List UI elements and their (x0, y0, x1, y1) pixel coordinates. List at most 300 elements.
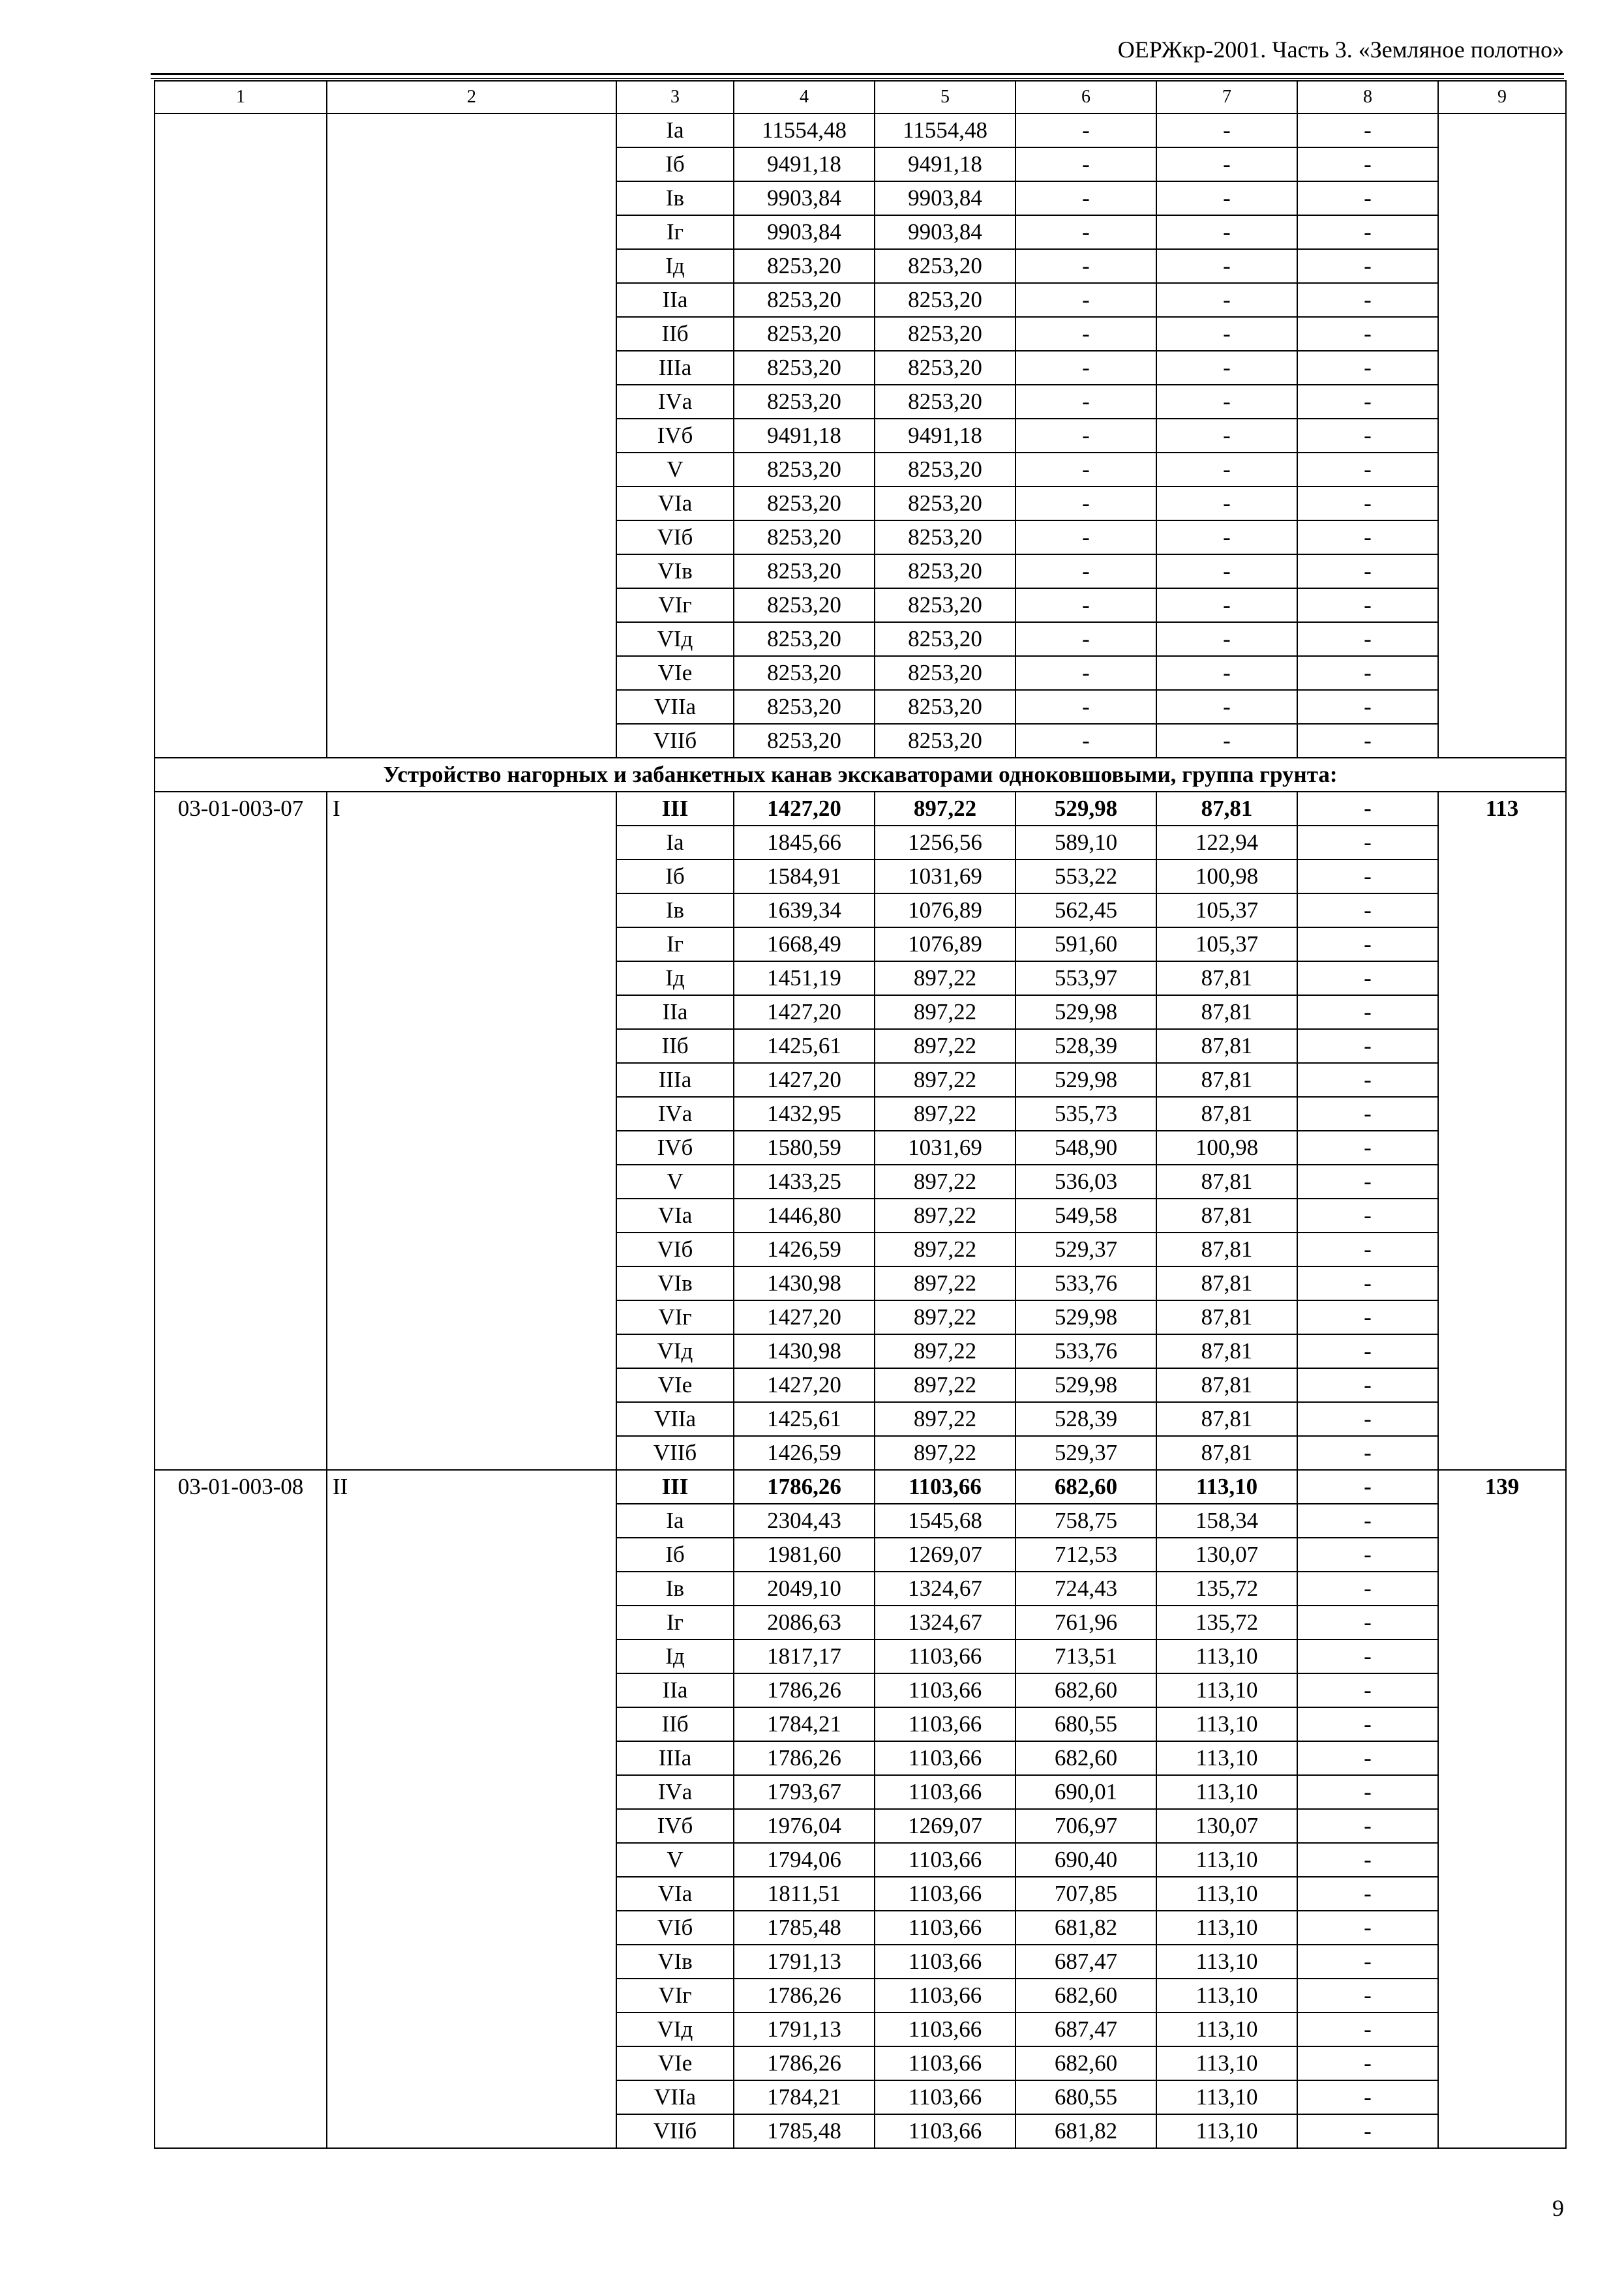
total-cost-cell: 1786,26 (734, 1470, 875, 1504)
soil-subgroup-cell: VIIб (616, 724, 734, 758)
total-cost-cell: 9903,84 (734, 215, 875, 249)
wages-cell: 1103,66 (875, 2114, 1015, 2148)
materials-cell: - (1297, 690, 1438, 724)
driver-wages-cell: 105,37 (1156, 927, 1297, 961)
machine-cost-cell: 549,58 (1015, 1199, 1156, 1233)
column-number: 3 (616, 81, 734, 113)
driver-wages-cell: 158,34 (1156, 1504, 1297, 1538)
driver-wages-cell: 87,81 (1156, 1097, 1297, 1131)
soil-subgroup-cell: IVб (616, 419, 734, 453)
driver-wages-cell: 87,81 (1156, 1029, 1297, 1063)
driver-wages-cell: - (1156, 453, 1297, 486)
machine-cost-cell: 680,55 (1015, 2080, 1156, 2114)
wages-cell: 8253,20 (875, 724, 1015, 758)
soil-subgroup-cell: IIб (616, 317, 734, 351)
machine-cost-cell: 687,47 (1015, 2012, 1156, 2046)
total-cost-cell: 8253,20 (734, 588, 875, 622)
wages-cell: 8253,20 (875, 554, 1015, 588)
wages-cell: 897,22 (875, 792, 1015, 826)
total-cost-cell: 1791,13 (734, 2012, 875, 2046)
total-cost-cell: 8253,20 (734, 453, 875, 486)
materials-cell: - (1297, 1673, 1438, 1707)
driver-wages-cell: - (1156, 622, 1297, 656)
total-cost-cell: 1786,26 (734, 1673, 875, 1707)
machine-cost-cell: 690,01 (1015, 1775, 1156, 1809)
wages-cell: 897,22 (875, 1165, 1015, 1199)
wages-cell: 8253,20 (875, 622, 1015, 656)
wages-cell: 897,22 (875, 995, 1015, 1029)
wages-cell: 11554,48 (875, 113, 1015, 147)
wages-cell: 1103,66 (875, 1979, 1015, 2012)
group-cell (327, 113, 616, 758)
total-cost-cell: 8253,20 (734, 351, 875, 385)
soil-subgroup-cell: VIIб (616, 1436, 734, 1470)
machine-cost-cell: - (1015, 419, 1156, 453)
driver-wages-cell: 100,98 (1156, 1131, 1297, 1165)
soil-subgroup-cell: Iг (616, 927, 734, 961)
total-cost-cell: 8253,20 (734, 554, 875, 588)
wages-cell: 1256,56 (875, 826, 1015, 860)
wages-cell: 8253,20 (875, 656, 1015, 690)
code-cell (155, 113, 327, 758)
driver-wages-cell: - (1156, 215, 1297, 249)
soil-subgroup-cell: Iв (616, 1572, 734, 1606)
machine-cost-cell: 591,60 (1015, 927, 1156, 961)
wages-cell: 897,22 (875, 1233, 1015, 1266)
wages-cell: 1103,66 (875, 1945, 1015, 1979)
materials-cell: - (1297, 1334, 1438, 1368)
driver-wages-cell: - (1156, 385, 1297, 419)
total-cost-cell: 1432,95 (734, 1097, 875, 1131)
driver-wages-cell: - (1156, 520, 1297, 554)
soil-subgroup-cell: VIг (616, 1979, 734, 2012)
table-row (155, 1470, 1566, 1504)
driver-wages-cell: 105,37 (1156, 893, 1297, 927)
machine-cost-cell: 548,90 (1015, 1131, 1156, 1165)
soil-subgroup-cell: VIIб (616, 2114, 734, 2148)
driver-wages-cell: 87,81 (1156, 995, 1297, 1029)
materials-cell: - (1297, 1470, 1438, 1504)
wages-cell: 1103,66 (875, 1877, 1015, 1911)
table-row (155, 113, 1566, 147)
wages-cell: 897,22 (875, 1266, 1015, 1300)
driver-wages-cell: 87,81 (1156, 1368, 1297, 1402)
wages-cell: 9903,84 (875, 215, 1015, 249)
machine-cost-cell: 680,55 (1015, 1707, 1156, 1741)
page-number: 9 (1552, 2195, 1564, 2221)
machine-cost-cell: 681,82 (1015, 1911, 1156, 1945)
total-cost-cell: 8253,20 (734, 249, 875, 283)
machine-cost-cell: 761,96 (1015, 1606, 1156, 1639)
total-cost-cell: 1451,19 (734, 961, 875, 995)
machine-cost-cell: - (1015, 486, 1156, 520)
machine-cost-cell: - (1015, 453, 1156, 486)
soil-subgroup-cell: IVа (616, 1775, 734, 1809)
driver-wages-cell: 113,10 (1156, 1945, 1297, 1979)
driver-wages-cell: - (1156, 147, 1297, 181)
wages-cell: 1103,66 (875, 2080, 1015, 2114)
driver-wages-cell: 135,72 (1156, 1572, 1297, 1606)
machine-cost-cell: - (1015, 656, 1156, 690)
soil-subgroup-cell: Iб (616, 860, 734, 893)
soil-subgroup-cell: VIIа (616, 690, 734, 724)
materials-cell: - (1297, 1029, 1438, 1063)
machine-cost-cell: - (1015, 249, 1156, 283)
materials-cell: - (1297, 249, 1438, 283)
total-cost-cell: 1784,21 (734, 2080, 875, 2114)
materials-cell: - (1297, 283, 1438, 317)
materials-cell: - (1297, 181, 1438, 215)
driver-wages-cell: - (1156, 690, 1297, 724)
machine-cost-cell: 529,98 (1015, 792, 1156, 826)
materials-cell: - (1297, 1945, 1438, 1979)
soil-subgroup-cell: Iд (616, 249, 734, 283)
materials-cell: - (1297, 1809, 1438, 1843)
soil-subgroup-cell: IIб (616, 1707, 734, 1741)
materials-cell: - (1297, 1402, 1438, 1436)
machine-cost-cell: - (1015, 690, 1156, 724)
wages-cell: 897,22 (875, 961, 1015, 995)
soil-subgroup-cell: IVа (616, 385, 734, 419)
total-cost-cell: 1430,98 (734, 1334, 875, 1368)
materials-cell: - (1297, 1131, 1438, 1165)
wages-cell: 1031,69 (875, 860, 1015, 893)
total-cost-cell: 1584,91 (734, 860, 875, 893)
machine-cost-cell: 713,51 (1015, 1639, 1156, 1673)
soil-subgroup-cell: IIIа (616, 1063, 734, 1097)
wages-cell: 1103,66 (875, 1775, 1015, 1809)
wages-cell: 1103,66 (875, 1843, 1015, 1877)
wages-cell: 1103,66 (875, 1639, 1015, 1673)
driver-wages-cell: 87,81 (1156, 1402, 1297, 1436)
machine-cost-cell: 707,85 (1015, 1877, 1156, 1911)
machine-cost-cell: 682,60 (1015, 1979, 1156, 2012)
materials-cell: - (1297, 385, 1438, 419)
materials-cell: - (1297, 215, 1438, 249)
materials-cell: - (1297, 826, 1438, 860)
driver-wages-cell: 87,81 (1156, 1334, 1297, 1368)
materials-cell: - (1297, 1606, 1438, 1639)
soil-subgroup-cell: VIа (616, 1199, 734, 1233)
soil-subgroup-cell: IIIа (616, 1741, 734, 1775)
table-row (155, 792, 1566, 826)
materials-cell: - (1297, 1572, 1438, 1606)
driver-wages-cell: 130,07 (1156, 1809, 1297, 1843)
driver-wages-cell: 100,98 (1156, 860, 1297, 893)
wages-cell: 897,22 (875, 1199, 1015, 1233)
driver-wages-cell: 122,94 (1156, 826, 1297, 860)
driver-wages-cell: 87,81 (1156, 961, 1297, 995)
driver-wages-cell: 87,81 (1156, 1233, 1297, 1266)
materials-cell: - (1297, 1266, 1438, 1300)
machine-cost-cell: 681,82 (1015, 2114, 1156, 2148)
wages-cell: 897,22 (875, 1300, 1015, 1334)
wages-cell: 1076,89 (875, 927, 1015, 961)
machine-cost-cell: - (1015, 181, 1156, 215)
soil-subgroup-cell: Iа (616, 826, 734, 860)
soil-subgroup-cell: Iа (616, 1504, 734, 1538)
machine-cost-cell: 682,60 (1015, 1470, 1156, 1504)
code-cell: 03-01-003-08 (155, 1470, 327, 2148)
total-cost-cell: 1639,34 (734, 893, 875, 927)
driver-wages-cell: - (1156, 486, 1297, 520)
total-cost-cell: 8253,20 (734, 385, 875, 419)
machine-cost-cell: 529,98 (1015, 1063, 1156, 1097)
total-cost-cell: 1425,61 (734, 1402, 875, 1436)
soil-subgroup-cell: Iа (616, 113, 734, 147)
driver-wages-cell: - (1156, 656, 1297, 690)
machine-cost-cell: 536,03 (1015, 1165, 1156, 1199)
materials-cell: - (1297, 1063, 1438, 1097)
soil-subgroup-cell: VIб (616, 520, 734, 554)
driver-wages-cell: - (1156, 181, 1297, 215)
wages-cell: 1324,67 (875, 1572, 1015, 1606)
wages-cell: 897,22 (875, 1436, 1015, 1470)
driver-wages-cell: 113,10 (1156, 1673, 1297, 1707)
total-cost-cell: 1794,06 (734, 1843, 875, 1877)
total-cost-cell: 1425,61 (734, 1029, 875, 1063)
materials-cell: - (1297, 1199, 1438, 1233)
soil-subgroup-cell: III (616, 1470, 734, 1504)
driver-wages-cell: - (1156, 351, 1297, 385)
total-cost-cell: 8253,20 (734, 283, 875, 317)
wages-cell: 9903,84 (875, 181, 1015, 215)
materials-cell: - (1297, 1639, 1438, 1673)
materials-cell: - (1297, 351, 1438, 385)
soil-subgroup-cell: Iд (616, 1639, 734, 1673)
total-cost-cell: 1976,04 (734, 1809, 875, 1843)
driver-wages-cell: 87,81 (1156, 1165, 1297, 1199)
machine-cost-cell: 553,97 (1015, 961, 1156, 995)
machine-cost-cell: - (1015, 554, 1156, 588)
materials-cell: - (1297, 2046, 1438, 2080)
total-cost-cell: 9903,84 (734, 181, 875, 215)
machine-cost-cell: - (1015, 147, 1156, 181)
total-cost-cell: 8253,20 (734, 656, 875, 690)
materials-cell: - (1297, 1097, 1438, 1131)
driver-wages-cell: 87,81 (1156, 1436, 1297, 1470)
soil-subgroup-cell: Iг (616, 215, 734, 249)
soil-subgroup-cell: Iв (616, 181, 734, 215)
machine-cost-cell: - (1015, 113, 1156, 147)
driver-wages-cell: 113,10 (1156, 1843, 1297, 1877)
column-number: 1 (155, 81, 327, 113)
total-cost-cell: 1981,60 (734, 1538, 875, 1572)
driver-wages-cell: 87,81 (1156, 1063, 1297, 1097)
driver-wages-cell: 113,10 (1156, 2080, 1297, 2114)
soil-subgroup-cell: IVб (616, 1131, 734, 1165)
wages-cell: 1103,66 (875, 1470, 1015, 1504)
wages-cell: 897,22 (875, 1097, 1015, 1131)
machine-cost-cell: - (1015, 351, 1156, 385)
wages-cell: 897,22 (875, 1063, 1015, 1097)
machine-cost-cell: 535,73 (1015, 1097, 1156, 1131)
machine-cost-cell: - (1015, 520, 1156, 554)
soil-subgroup-cell: IIIа (616, 351, 734, 385)
materials-cell: - (1297, 792, 1438, 826)
total-cost-cell: 1580,59 (734, 1131, 875, 1165)
column-number: 8 (1297, 81, 1438, 113)
total-cost-cell: 1446,80 (734, 1199, 875, 1233)
total-cost-cell: 1845,66 (734, 826, 875, 860)
wages-cell: 8253,20 (875, 317, 1015, 351)
machine-cost-cell: 528,39 (1015, 1402, 1156, 1436)
machine-cost-cell: 533,76 (1015, 1266, 1156, 1300)
group-cell: I (327, 792, 616, 1470)
wages-cell: 9491,18 (875, 147, 1015, 181)
machine-cost-cell: 553,22 (1015, 860, 1156, 893)
total-cost-cell: 1427,20 (734, 1300, 875, 1334)
materials-cell: - (1297, 486, 1438, 520)
wages-cell: 8253,20 (875, 486, 1015, 520)
driver-wages-cell: 87,81 (1156, 1266, 1297, 1300)
materials-cell: - (1297, 622, 1438, 656)
soil-subgroup-cell: Iд (616, 961, 734, 995)
machine-cost-cell: - (1015, 317, 1156, 351)
materials-cell: - (1297, 453, 1438, 486)
materials-cell: - (1297, 317, 1438, 351)
materials-cell: - (1297, 1707, 1438, 1741)
wages-cell: 1103,66 (875, 1673, 1015, 1707)
materials-cell: - (1297, 113, 1438, 147)
soil-subgroup-cell: VIг (616, 588, 734, 622)
wages-cell: 1076,89 (875, 893, 1015, 927)
materials-cell: - (1297, 1504, 1438, 1538)
total-cost-cell: 1430,98 (734, 1266, 875, 1300)
driver-wages-cell: 113,10 (1156, 2012, 1297, 2046)
soil-subgroup-cell: VIа (616, 486, 734, 520)
total-cost-cell: 1426,59 (734, 1233, 875, 1266)
header-rule-thin (151, 78, 1564, 79)
machine-cost-cell: 529,37 (1015, 1233, 1156, 1266)
column-number: 5 (875, 81, 1015, 113)
total-cost-cell: 8253,20 (734, 520, 875, 554)
driver-wages-cell: - (1156, 554, 1297, 588)
total-cost-cell: 9491,18 (734, 147, 875, 181)
materials-cell: - (1297, 1877, 1438, 1911)
machine-cost-cell: 758,75 (1015, 1504, 1156, 1538)
soil-subgroup-cell: IIб (616, 1029, 734, 1063)
wages-cell: 1269,07 (875, 1538, 1015, 1572)
soil-subgroup-cell: VIа (616, 1877, 734, 1911)
machine-cost-cell: 529,98 (1015, 995, 1156, 1029)
soil-subgroup-cell: VIе (616, 2046, 734, 2080)
soil-subgroup-cell: Iг (616, 1606, 734, 1639)
total-cost-cell: 1817,17 (734, 1639, 875, 1673)
total-cost-cell: 1785,48 (734, 2114, 875, 2148)
materials-cell: - (1297, 656, 1438, 690)
wages-cell: 1103,66 (875, 2046, 1015, 2080)
total-cost-cell: 1427,20 (734, 1063, 875, 1097)
total-cost-cell: 1793,67 (734, 1775, 875, 1809)
soil-subgroup-cell: V (616, 453, 734, 486)
wages-cell: 8253,20 (875, 283, 1015, 317)
machine-cost-cell: 589,10 (1015, 826, 1156, 860)
total-cost-cell: 2049,10 (734, 1572, 875, 1606)
machine-cost-cell: - (1015, 622, 1156, 656)
total-cost-cell: 1786,26 (734, 2046, 875, 2080)
soil-subgroup-cell: IIа (616, 1673, 734, 1707)
materials-cell: - (1297, 893, 1438, 927)
materials-cell: - (1297, 1368, 1438, 1402)
machine-cost-cell: 529,98 (1015, 1300, 1156, 1334)
materials-cell: - (1297, 927, 1438, 961)
materials-cell: - (1297, 1843, 1438, 1877)
soil-subgroup-cell: VIIа (616, 1402, 734, 1436)
machine-cost-cell: 724,43 (1015, 1572, 1156, 1606)
soil-subgroup-cell: V (616, 1165, 734, 1199)
code-cell: 03-01-003-07 (155, 792, 327, 1470)
section-row (155, 758, 1566, 792)
driver-wages-cell: 87,81 (1156, 1199, 1297, 1233)
soil-subgroup-cell: Iв (616, 893, 734, 927)
driver-wages-cell: - (1156, 419, 1297, 453)
soil-subgroup-cell: IVб (616, 1809, 734, 1843)
total-cost-cell: 1427,20 (734, 792, 875, 826)
materials-cell: - (1297, 724, 1438, 758)
total-cost-cell: 8253,20 (734, 724, 875, 758)
total-cost-cell: 1785,48 (734, 1911, 875, 1945)
driver-wages-cell: - (1156, 283, 1297, 317)
wages-cell: 8253,20 (875, 453, 1015, 486)
total-cost-cell: 1786,26 (734, 1741, 875, 1775)
estimate-table (154, 80, 1567, 2149)
wages-cell: 1103,66 (875, 1911, 1015, 1945)
wages-cell: 8253,20 (875, 588, 1015, 622)
wages-cell: 897,22 (875, 1402, 1015, 1436)
machine-cost-cell: - (1015, 385, 1156, 419)
materials-cell: - (1297, 961, 1438, 995)
wages-cell: 8253,20 (875, 520, 1015, 554)
total-cost-cell: 1427,20 (734, 995, 875, 1029)
wages-cell: 1545,68 (875, 1504, 1015, 1538)
driver-wages-cell: 130,07 (1156, 1538, 1297, 1572)
soil-subgroup-cell: VIе (616, 1368, 734, 1402)
machine-cost-cell: 682,60 (1015, 1741, 1156, 1775)
wages-cell: 1324,67 (875, 1606, 1015, 1639)
materials-cell: - (1297, 860, 1438, 893)
wages-cell: 1269,07 (875, 1809, 1015, 1843)
materials-cell: - (1297, 1233, 1438, 1266)
machine-cost-cell: - (1015, 724, 1156, 758)
driver-wages-cell: - (1156, 724, 1297, 758)
total-cost-cell: 8253,20 (734, 690, 875, 724)
driver-wages-cell: 87,81 (1156, 1300, 1297, 1334)
wages-cell: 8253,20 (875, 690, 1015, 724)
machine-cost-cell: - (1015, 215, 1156, 249)
driver-wages-cell: - (1156, 249, 1297, 283)
page-header-title: ОЕРЖкр-2001. Часть 3. «Земляное полотно» (1117, 37, 1564, 63)
machine-cost-cell: 562,45 (1015, 893, 1156, 927)
materials-cell: - (1297, 419, 1438, 453)
column-number: 6 (1015, 81, 1156, 113)
driver-wages-cell: 87,81 (1156, 792, 1297, 826)
soil-subgroup-cell: IVа (616, 1097, 734, 1131)
soil-subgroup-cell: VIд (616, 1334, 734, 1368)
soil-subgroup-cell: VIв (616, 1266, 734, 1300)
wages-cell: 897,22 (875, 1368, 1015, 1402)
total-cost-cell: 1791,13 (734, 1945, 875, 1979)
driver-wages-cell: - (1156, 317, 1297, 351)
materials-cell: - (1297, 588, 1438, 622)
soil-subgroup-cell: IIа (616, 995, 734, 1029)
total-cost-cell: 9491,18 (734, 419, 875, 453)
column-number: 7 (1156, 81, 1297, 113)
machine-cost-cell: 529,37 (1015, 1436, 1156, 1470)
machine-cost-cell: 706,97 (1015, 1809, 1156, 1843)
col9-cell: 139 (1438, 1470, 1566, 2148)
materials-cell: - (1297, 1979, 1438, 2012)
